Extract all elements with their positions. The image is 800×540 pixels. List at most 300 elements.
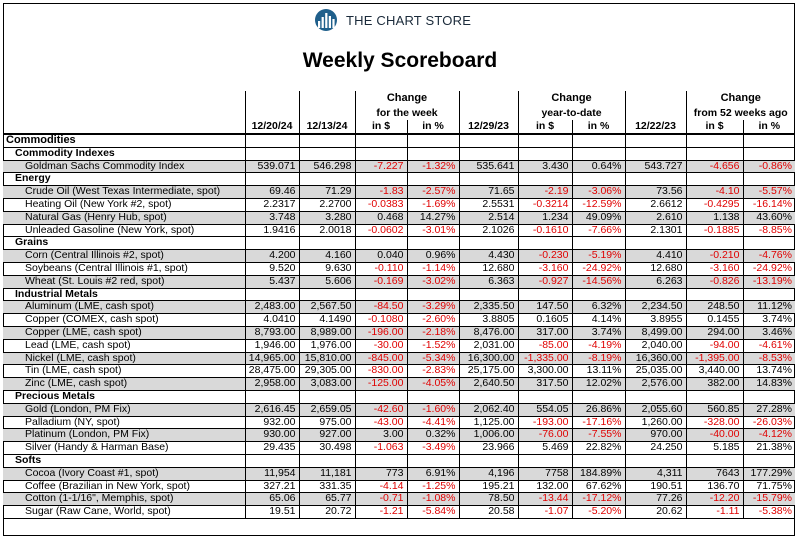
commodity-name: Copper (LME, cash spot) — [3, 326, 245, 339]
table-row — [3, 186, 795, 199]
page-title: Weekly Scoreboard — [302, 49, 498, 72]
value-cell: -1.07 — [518, 506, 572, 519]
column-header: in $ — [686, 120, 743, 134]
group-row — [3, 454, 795, 467]
value-cell: 0.32% — [407, 429, 459, 442]
value-cell: 2.2700 — [299, 198, 355, 211]
column-header: 12/20/24 — [245, 120, 299, 134]
value-cell: 543.727 — [625, 160, 686, 173]
table-cell — [518, 147, 572, 160]
value-cell: 932.00 — [245, 416, 299, 429]
value-cell: -2.19 — [518, 186, 572, 199]
table-cell — [743, 288, 795, 301]
table-cell — [572, 288, 625, 301]
header-blank — [299, 106, 355, 120]
table-cell — [459, 173, 518, 186]
value-cell: 927.00 — [299, 429, 355, 442]
value-cell: -84.50 — [355, 301, 407, 314]
table-cell — [743, 454, 795, 467]
value-cell: 773 — [355, 467, 407, 480]
value-cell: -5.34% — [407, 352, 459, 365]
value-cell: -5.19% — [572, 250, 625, 263]
commodity-name: Unleaded Gasoline (New York, spot) — [3, 224, 245, 237]
table-cell — [459, 288, 518, 301]
value-cell: 0.468 — [355, 211, 407, 224]
section-label: Commodities — [3, 134, 245, 147]
value-cell: 4.410 — [625, 250, 686, 263]
value-cell: 1.234 — [518, 211, 572, 224]
value-cell: 14.27% — [407, 211, 459, 224]
value-cell: 7758 — [518, 467, 572, 480]
table-cell — [625, 173, 686, 186]
group-label: Softs — [3, 454, 245, 467]
value-cell: 8,499.00 — [625, 326, 686, 339]
value-cell: 11,181 — [299, 467, 355, 480]
value-cell: -5.57% — [743, 186, 795, 199]
value-cell: -0.0602 — [355, 224, 407, 237]
value-cell: 5.185 — [686, 442, 743, 455]
table-cell — [407, 288, 459, 301]
value-cell: 2,335.50 — [459, 301, 518, 314]
table-cell — [686, 173, 743, 186]
table-cell — [686, 390, 743, 403]
table-cell — [625, 237, 686, 250]
commodity-name: Coffee (Brazilian in New York, spot) — [3, 480, 245, 493]
value-cell: -1.063 — [355, 442, 407, 455]
value-cell: 382.00 — [686, 378, 743, 391]
commodity-name: Wheat (St. Louis #2 red, spot) — [3, 275, 245, 288]
table-row — [3, 314, 795, 327]
value-cell: 19.51 — [245, 506, 299, 519]
value-cell: -1.21 — [355, 506, 407, 519]
header-blank — [3, 106, 245, 120]
value-cell: 4.200 — [245, 250, 299, 263]
value-cell: 2.2317 — [245, 198, 299, 211]
value-cell: 2.610 — [625, 211, 686, 224]
value-cell: 546.298 — [299, 160, 355, 173]
value-cell: -4.10 — [686, 186, 743, 199]
value-cell: -845.00 — [355, 352, 407, 365]
value-cell: 6.32% — [572, 301, 625, 314]
commodity-name: Tin (LME, cash spot) — [3, 365, 245, 378]
header-change-ytd-sub: year-to-date — [518, 106, 625, 120]
value-cell: -3.160 — [686, 262, 743, 275]
value-cell: -5.20% — [572, 506, 625, 519]
value-cell: 2.0018 — [299, 224, 355, 237]
value-cell: -125.00 — [355, 378, 407, 391]
table-row — [3, 301, 795, 314]
value-cell: 554.05 — [518, 403, 572, 416]
value-cell: 25,175.00 — [459, 365, 518, 378]
scoreboard-table — [3, 91, 795, 519]
header-blank — [459, 106, 518, 120]
column-header: 12/29/23 — [459, 120, 518, 134]
value-cell: 20.58 — [459, 506, 518, 519]
value-cell: -1.11 — [686, 506, 743, 519]
group-row — [3, 288, 795, 301]
value-cell: 71.65 — [459, 186, 518, 199]
table-cell — [407, 173, 459, 186]
table-row — [3, 326, 795, 339]
value-cell: 12.680 — [625, 262, 686, 275]
table-cell — [299, 390, 355, 403]
table-cell — [245, 390, 299, 403]
value-cell: 147.50 — [518, 301, 572, 314]
table-cell — [743, 147, 795, 160]
value-cell: 2,576.00 — [625, 378, 686, 391]
value-cell: -94.00 — [686, 339, 743, 352]
value-cell: -196.00 — [355, 326, 407, 339]
value-cell: 1,946.00 — [245, 339, 299, 352]
value-cell: -76.00 — [518, 429, 572, 442]
value-cell: -24.92% — [572, 262, 625, 275]
value-cell: -5.38% — [743, 506, 795, 519]
table-cell — [625, 454, 686, 467]
value-cell: 6.263 — [625, 275, 686, 288]
value-cell: 6.91% — [407, 467, 459, 480]
table-cell — [245, 134, 299, 147]
table-cell — [459, 237, 518, 250]
value-cell: -8.53% — [743, 352, 795, 365]
commodity-name: Gold (London, PM Fix) — [3, 403, 245, 416]
value-cell: -13.44 — [518, 493, 572, 506]
table-cell — [407, 454, 459, 467]
table-cell — [299, 237, 355, 250]
header-blank — [3, 120, 245, 134]
value-cell: -5.84% — [407, 506, 459, 519]
value-cell: 0.1455 — [686, 314, 743, 327]
header-blank — [625, 106, 686, 120]
value-cell: 331.35 — [299, 480, 355, 493]
value-cell: 9.630 — [299, 262, 355, 275]
value-cell: -14.56% — [572, 275, 625, 288]
commodity-name: Goldman Sachs Commodity Index — [3, 160, 245, 173]
value-cell: 535.641 — [459, 160, 518, 173]
table-cell — [518, 288, 572, 301]
value-cell: -0.927 — [518, 275, 572, 288]
value-cell: 69.46 — [245, 186, 299, 199]
value-cell: 3.74% — [572, 326, 625, 339]
value-cell: -1,395.00 — [686, 352, 743, 365]
value-cell: 3.8955 — [625, 314, 686, 327]
value-cell: 14,965.00 — [245, 352, 299, 365]
table-row — [3, 250, 795, 263]
value-cell: -193.00 — [518, 416, 572, 429]
value-cell: 3.46% — [743, 326, 795, 339]
value-cell: 2.1301 — [625, 224, 686, 237]
header-row-1 — [3, 91, 795, 106]
brand-name: THE CHART STORE — [346, 12, 472, 28]
value-cell: -40.00 — [686, 429, 743, 442]
commodity-name: Silver (Handy & Harman Base) — [3, 442, 245, 455]
value-cell: 8,989.00 — [299, 326, 355, 339]
value-cell: -3.29% — [407, 301, 459, 314]
value-cell: -7.66% — [572, 224, 625, 237]
value-cell: 2,062.40 — [459, 403, 518, 416]
value-cell: 3.74% — [743, 314, 795, 327]
value-cell: 970.00 — [625, 429, 686, 442]
value-cell: 294.00 — [686, 326, 743, 339]
column-header: in % — [407, 120, 459, 134]
value-cell: 132.00 — [518, 480, 572, 493]
value-cell: 65.77 — [299, 493, 355, 506]
table-cell — [743, 390, 795, 403]
value-cell: -1.69% — [407, 198, 459, 211]
value-cell: -4.41% — [407, 416, 459, 429]
table-row — [3, 442, 795, 455]
table-cell — [299, 173, 355, 186]
value-cell: 71.29 — [299, 186, 355, 199]
value-cell: 560.85 — [686, 403, 743, 416]
table-cell — [686, 237, 743, 250]
table-row — [3, 262, 795, 275]
table-cell — [355, 237, 407, 250]
commodity-name: Aluminum (LME, cash spot) — [3, 301, 245, 314]
table-cell — [743, 237, 795, 250]
value-cell: -0.1885 — [686, 224, 743, 237]
value-cell: 4.14% — [572, 314, 625, 327]
table-cell — [572, 147, 625, 160]
table-cell — [686, 134, 743, 147]
commodity-name: Natural Gas (Henry Hub, spot) — [3, 211, 245, 224]
table-cell — [245, 147, 299, 160]
commodity-name: Nickel (LME, cash spot) — [3, 352, 245, 365]
value-cell: 23.966 — [459, 442, 518, 455]
column-header: in $ — [518, 120, 572, 134]
table-row — [3, 365, 795, 378]
value-cell: -15.79% — [743, 493, 795, 506]
table-cell — [518, 237, 572, 250]
value-cell: 27.28% — [743, 403, 795, 416]
header-row-3 — [3, 120, 795, 134]
commodity-name: Heating Oil (New York #2, spot) — [3, 198, 245, 211]
value-cell: 25,035.00 — [625, 365, 686, 378]
header-blank — [299, 91, 355, 106]
value-cell: -24.92% — [743, 262, 795, 275]
value-cell: -0.71 — [355, 493, 407, 506]
value-cell: 6.363 — [459, 275, 518, 288]
value-cell: 78.50 — [459, 493, 518, 506]
value-cell: -1.60% — [407, 403, 459, 416]
commodity-name: Platinum (London, PM Fix) — [3, 429, 245, 442]
value-cell: 20.62 — [625, 506, 686, 519]
table-cell — [572, 173, 625, 186]
value-cell: 13.74% — [743, 365, 795, 378]
value-cell: 2.6612 — [625, 198, 686, 211]
value-cell: 184.89% — [572, 467, 625, 480]
value-cell: -16.14% — [743, 198, 795, 211]
value-cell: 3,300.00 — [518, 365, 572, 378]
value-cell: 1.9416 — [245, 224, 299, 237]
value-cell: 15,810.00 — [299, 352, 355, 365]
value-cell: 317.00 — [518, 326, 572, 339]
value-cell: -1.25% — [407, 480, 459, 493]
table-row — [3, 224, 795, 237]
value-cell: -85.00 — [518, 339, 572, 352]
group-row — [3, 147, 795, 160]
value-cell: 0.96% — [407, 250, 459, 263]
header-blank — [245, 91, 299, 106]
value-cell: -3.02% — [407, 275, 459, 288]
group-label: Grains — [3, 237, 245, 250]
value-cell: 24.250 — [625, 442, 686, 455]
value-cell: 71.75% — [743, 480, 795, 493]
value-cell: 3.00 — [355, 429, 407, 442]
column-header: in % — [572, 120, 625, 134]
column-header: 12/22/23 — [625, 120, 686, 134]
commodity-name: Cocoa (Ivory Coast #1, spot) — [3, 467, 245, 480]
table-cell — [407, 147, 459, 160]
table-cell — [518, 173, 572, 186]
table-cell — [245, 173, 299, 186]
table-cell — [355, 454, 407, 467]
value-cell: -328.00 — [686, 416, 743, 429]
commodity-name: Cotton (1-1/16", Memphis, spot) — [3, 493, 245, 506]
value-cell: 13.11% — [572, 365, 625, 378]
table-cell — [245, 454, 299, 467]
value-cell: 4,311 — [625, 467, 686, 480]
value-cell: 73.56 — [625, 186, 686, 199]
value-cell: 190.51 — [625, 480, 686, 493]
table-cell — [518, 454, 572, 467]
value-cell: -4.05% — [407, 378, 459, 391]
value-cell: 26.86% — [572, 403, 625, 416]
value-cell: 1,125.00 — [459, 416, 518, 429]
value-cell: -0.3214 — [518, 198, 572, 211]
table-cell — [686, 147, 743, 160]
value-cell: -4.14 — [355, 480, 407, 493]
header-change-week-sub: for the week — [355, 106, 459, 120]
table-cell — [743, 173, 795, 186]
column-header: in % — [743, 120, 795, 134]
commodity-name: Copper (COMEX, cash spot) — [3, 314, 245, 327]
commodity-name: Palladium (NY, spot) — [3, 416, 245, 429]
value-cell: 21.38% — [743, 442, 795, 455]
value-cell: 2.5531 — [459, 198, 518, 211]
value-cell: 8,793.00 — [245, 326, 299, 339]
value-cell: 2,640.50 — [459, 378, 518, 391]
value-cell: -0.4295 — [686, 198, 743, 211]
commodity-name: Sugar (Raw Cane, World, spot) — [3, 506, 245, 519]
value-cell: 2,616.45 — [245, 403, 299, 416]
column-header: in $ — [355, 120, 407, 134]
value-cell: -12.20 — [686, 493, 743, 506]
table-cell — [355, 173, 407, 186]
value-cell: -0.0383 — [355, 198, 407, 211]
table-cell — [625, 288, 686, 301]
value-cell: 11.12% — [743, 301, 795, 314]
value-cell: 5.437 — [245, 275, 299, 288]
value-cell: 2,055.60 — [625, 403, 686, 416]
value-cell: 2,567.50 — [299, 301, 355, 314]
value-cell: -0.210 — [686, 250, 743, 263]
value-cell: 975.00 — [299, 416, 355, 429]
table-cell — [355, 134, 407, 147]
table-cell — [299, 288, 355, 301]
table-cell — [572, 454, 625, 467]
group-row — [3, 173, 795, 186]
value-cell: 177.29% — [743, 467, 795, 480]
table-row — [3, 198, 795, 211]
value-cell: 2,031.00 — [459, 339, 518, 352]
value-cell: 4.0410 — [245, 314, 299, 327]
table-cell — [518, 390, 572, 403]
table-row — [3, 416, 795, 429]
table-cell — [245, 288, 299, 301]
value-cell: -26.03% — [743, 416, 795, 429]
value-cell: 43.60% — [743, 211, 795, 224]
value-cell: 65.06 — [245, 493, 299, 506]
value-cell: -17.12% — [572, 493, 625, 506]
value-cell: 2.1026 — [459, 224, 518, 237]
value-cell: 1.138 — [686, 211, 743, 224]
group-label: Industrial Metals — [3, 288, 245, 301]
value-cell: 0.040 — [355, 250, 407, 263]
header-change-week: Change — [355, 91, 459, 106]
value-cell: 2,483.00 — [245, 301, 299, 314]
value-cell: -13.19% — [743, 275, 795, 288]
value-cell: -0.1080 — [355, 314, 407, 327]
value-cell: 1,006.00 — [459, 429, 518, 442]
table-cell — [355, 390, 407, 403]
value-cell: -0.1610 — [518, 224, 572, 237]
table-cell — [572, 237, 625, 250]
group-row — [3, 237, 795, 250]
value-cell: 0.64% — [572, 160, 625, 173]
table-cell — [407, 134, 459, 147]
chart-store-logo-icon — [312, 8, 340, 32]
value-cell: -4.12% — [743, 429, 795, 442]
value-cell: 11,954 — [245, 467, 299, 480]
value-cell: 16,360.00 — [625, 352, 686, 365]
table-cell — [518, 134, 572, 147]
value-cell: 195.21 — [459, 480, 518, 493]
column-header: 12/13/24 — [299, 120, 355, 134]
table-cell — [572, 390, 625, 403]
header-blank — [625, 91, 686, 106]
header-blank — [459, 91, 518, 106]
section-row — [3, 134, 795, 147]
table-row — [3, 429, 795, 442]
value-cell: -0.110 — [355, 262, 407, 275]
value-cell: -3.49% — [407, 442, 459, 455]
value-cell: 9.520 — [245, 262, 299, 275]
value-cell: 2,958.00 — [245, 378, 299, 391]
value-cell: 67.62% — [572, 480, 625, 493]
value-cell: -12.59% — [572, 198, 625, 211]
value-cell: -8.85% — [743, 224, 795, 237]
table-row — [3, 506, 795, 519]
table-cell — [625, 147, 686, 160]
table-cell — [299, 147, 355, 160]
value-cell: -7.227 — [355, 160, 407, 173]
header-change-52: Change — [720, 92, 761, 104]
table-cell — [355, 288, 407, 301]
value-cell: -4.61% — [743, 339, 795, 352]
value-cell: -30.00 — [355, 339, 407, 352]
value-cell: 16,300.00 — [459, 352, 518, 365]
table-cell — [459, 390, 518, 403]
table-cell — [407, 390, 459, 403]
value-cell: -1,335.00 — [518, 352, 572, 365]
value-cell: 30.498 — [299, 442, 355, 455]
value-cell: 3.8805 — [459, 314, 518, 327]
value-cell: 4.1490 — [299, 314, 355, 327]
value-cell: -8.19% — [572, 352, 625, 365]
value-cell: 12.02% — [572, 378, 625, 391]
header-blank — [245, 106, 299, 120]
table-row — [3, 493, 795, 506]
